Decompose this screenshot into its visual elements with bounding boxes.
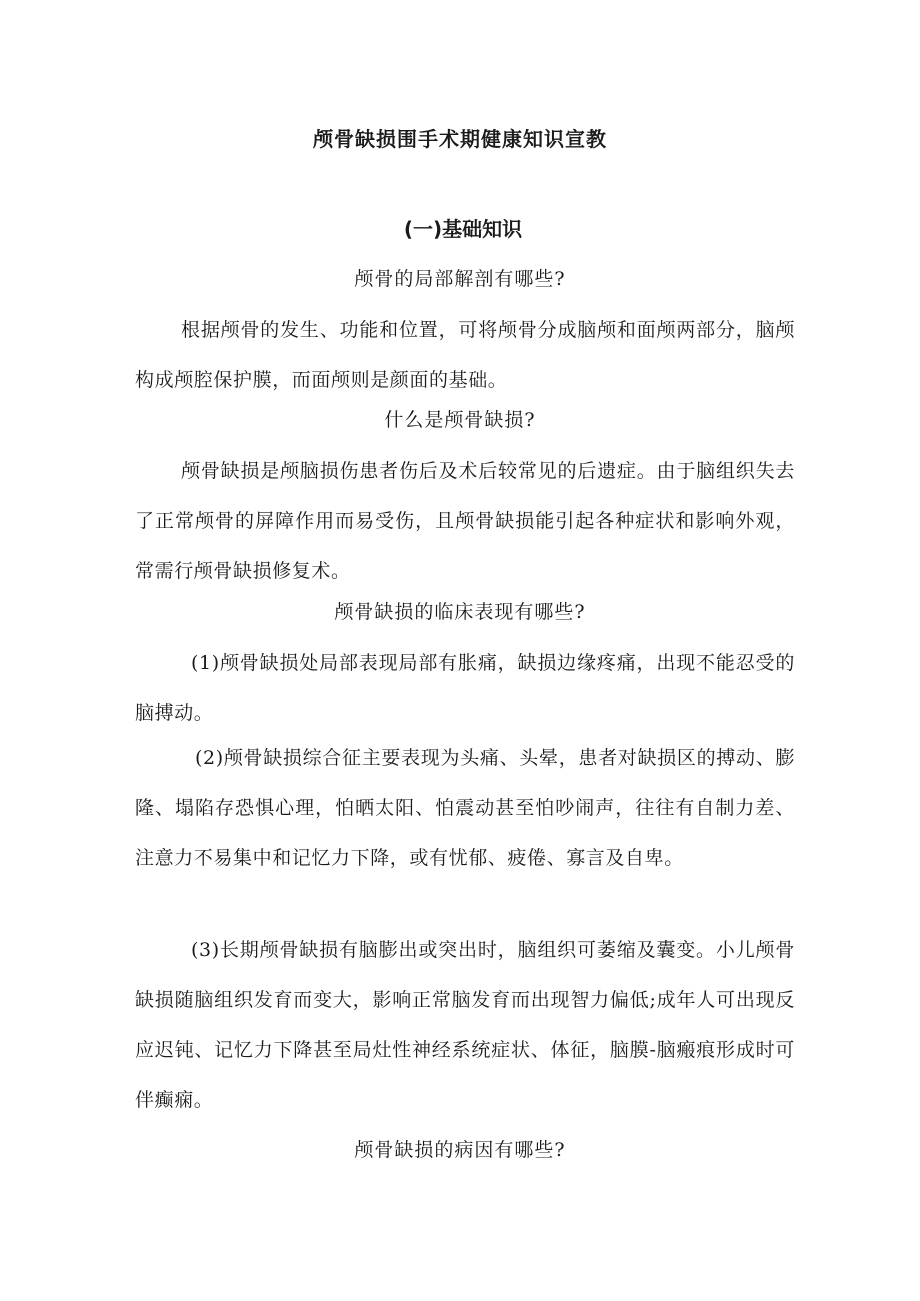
question-heading: 颅骨缺损的病因有哪些? <box>354 1139 566 1161</box>
answer-paragraph: (2)颅骨缺损综合征主要表现为头痛、头晕，患者对缺损区的搏动、膨隆、塌陷存恐惧心理，怕晒太阳、怕震动甚至怕吵闹声，往往有自制力差、注意力不易集中和记忆力下降，或有忧郁、疲倦、寡言及自卑。 <box>135 747 795 869</box>
answer-paragraph: (3)长期颅骨缺损有脑膨出或突出时，脑组织可萎缩及囊变。小儿颅骨缺损随脑组织发育而变大，影响正常脑发育而出现智力偏低;成年人可出现反应迟钝、记忆力下降甚至局灶性神经系统症状、体征，脑膜-脑瘢痕形成时可伴癫痫。 <box>135 939 795 1111</box>
answer-paragraph: 根据颅骨的发生、功能和位置，可将颅骨分成脑颅和面颅两部分，脑颅构成颅腔保护膜，而面颅则是颜面的基础。 <box>135 319 795 391</box>
answer-paragraph: 颅骨缺损是颅脑损伤患者伤后及术后较常见的后遗症。由于脑组织失去了正常颅骨的屏障作用而易受伤，且颅骨缺损能引起各种症状和影响外观，常需行颅骨缺损修复术。 <box>135 460 795 582</box>
document-title: 颅骨缺损围手术期健康知识宣教 <box>313 127 607 151</box>
answer-paragraph: (1)颅骨缺损处局部表现局部有胀痛，缺损边缘疼痛，出现不能忍受的脑搏动。 <box>135 652 795 724</box>
question-heading: 颅骨的局部解剖有哪些? <box>354 268 566 290</box>
question-heading: 什么是颅骨缺损? <box>384 409 536 431</box>
section-heading: (一)基础知识 <box>403 217 523 241</box>
question-heading: 颅骨缺损的临床表现有哪些? <box>334 601 586 623</box>
